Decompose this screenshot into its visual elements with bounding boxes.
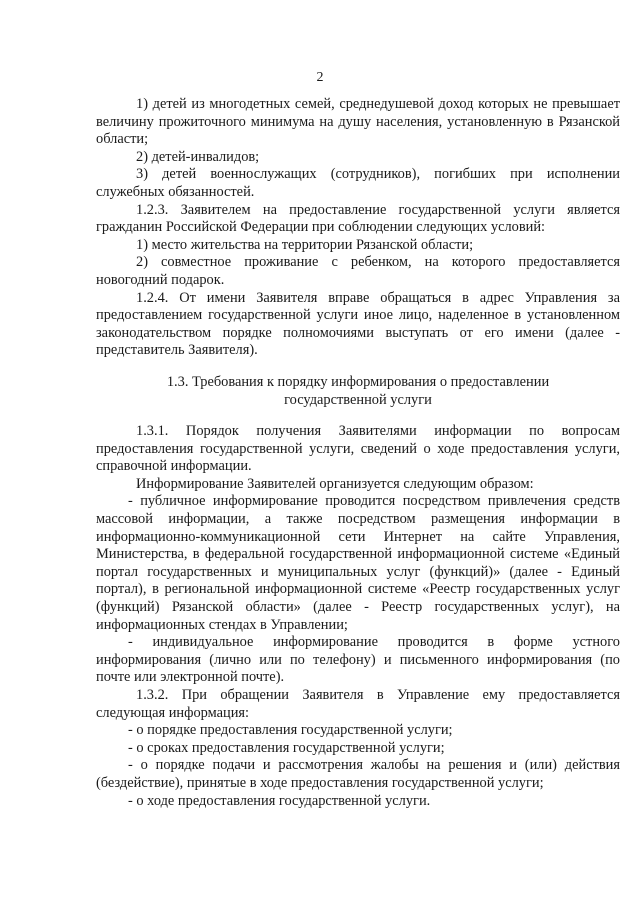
list-item: - о ходе предоставления государственной услуги. [128, 792, 431, 809]
list-item: - о порядке подачи и рассмотрения жалобы на решения и (или) действия (бездействие), принятые в ходе предоставления государственной услуги; [96, 757, 620, 791]
section-heading-line2: государственной услуги [284, 391, 432, 408]
paragraph: 2) совместное проживание с ребенком, на которого предоставляется новогодний подарок. [96, 254, 620, 288]
list-item: - индивидуальное информирование проводится в форме устного информирования (лично или по телефону) и письменного информирования (по почте или электронной почте). [96, 634, 620, 686]
paragraph: 1.3.1. Порядок получения Заявителями информации по вопросам предоставления государственной услуги, сведений о ходе предоставления услуги, справочной информации. [96, 423, 620, 475]
document-body [96, 96, 620, 810]
paragraph: 3) детей военнослужащих (сотрудников), погибших при исполнении служебных обязанностей. [96, 166, 620, 200]
paragraph: 1.2.4. От имени Заявителя вправе обращаться в адрес Управления за предоставлением государственной услуги иное лицо, наделенное в установленном законодательством порядке полномочиями выступать от его имени (далее - представитель Заявителя). [96, 289, 620, 359]
paragraph: 1) место жительства на территории Рязанской области; [136, 236, 474, 253]
paragraph: 2) детей-инвалидов; [136, 148, 260, 165]
paragraph: Информирование Заявителей организуется следующим образом: [136, 475, 534, 492]
list-item: - публичное информирование проводится посредством привлечения средств массовой информации, а также посредством размещения информации в информационно-коммуникационной сети Интернет на сайте Управления, Министерства, в федеральной государственной информационной системе «Единый портал государственных и муниципальных услуг (функций)» (далее - Единый портал), в региональной информационной системе «Реестр государственных услуг (функций) Рязанской области» (далее - Реестр государственных услуг), на информационных стендах в Управлении; [96, 493, 620, 633]
list-item: - о порядке предоставления государственной услуги; [128, 722, 453, 739]
section-heading-line1: 1.3. Требования к порядку информирования о предоставлении [166, 373, 550, 390]
list-item: - о сроках предоставления государственной услуги; [128, 739, 445, 756]
section-heading [96, 374, 620, 409]
paragraph: 1) детей из многодетных семей, среднедушевой доход которых не превышает величину прожиточного минимума на душу населения, установленную в Рязанской области; [96, 96, 620, 148]
paragraph: 1.3.2. При обращении Заявителя в Управление ему предоставляется следующая информация: [96, 687, 620, 721]
paragraph: 1.2.3. Заявителем на предоставление государственной услуги является гражданин Российской Федерации при соблюдении следующих условий: [96, 201, 620, 236]
page-number: 2 [316, 70, 324, 85]
